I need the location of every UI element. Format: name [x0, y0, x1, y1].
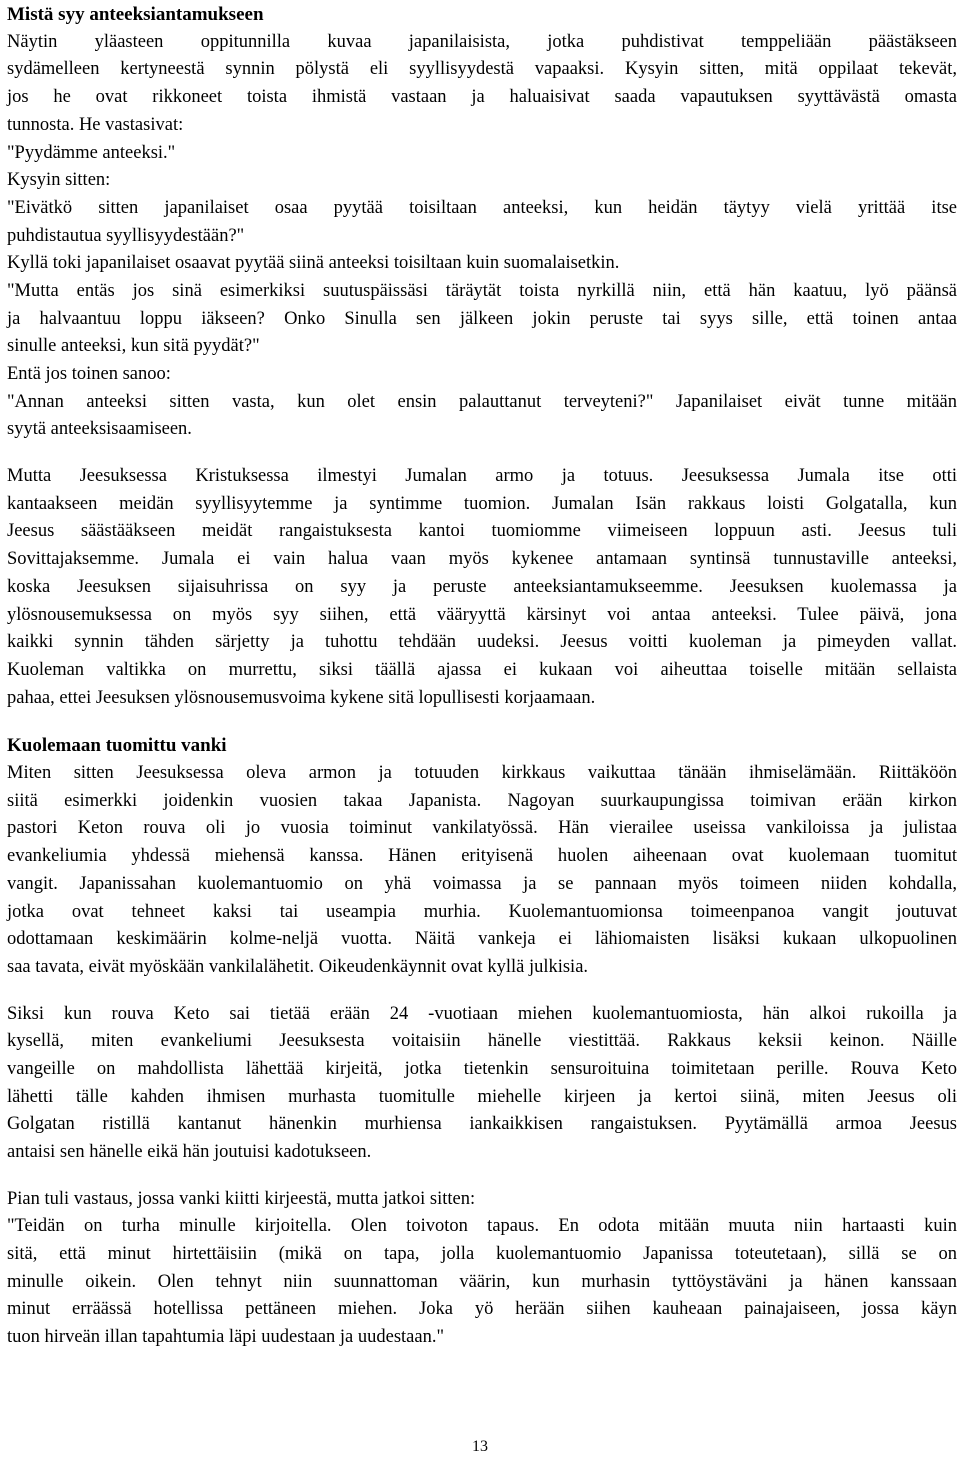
text-line: Golgatan ristillä kantanut hänenkin murhiensa iankaikkisen rangaistuksen. Pyytämällä armoa Jeesus [7, 1114, 957, 1135]
document-page [7, 0, 957, 1352]
text-line: ylösnousemuksessa on myös syy siihen, että vääryyttä kärsinyt voi antaa anteeksi. Tulee päivä, jona [7, 604, 957, 625]
text-line: minulle oikein. Olen tehnyt niin suunnattoman väärin, kun murhasin tyttöystäväni ja hänen kanssaan [7, 1271, 957, 1292]
text-line: koska Jeesuksen sijaisuhrissa on syy ja peruste anteeksiantamukseemme. Jeesuksen kuolemassa ja [7, 576, 957, 597]
text-line: "Teidän on turha minulle kirjoitella. Olen toivoton tapaus. En odota mitään muuta niin hartaasti kuin [7, 1216, 957, 1237]
text-line: Kyllä toki japanilaiset osaavat pyytää siinä anteeksi toisiltaan kuin suomalaisetkin. [7, 253, 620, 274]
text-line: odottamaan keskimäärin kolme-neljä vuotta. Näitä vankeja ei lähiomaisten lisäksi kukaan ulkopuolinen [7, 929, 957, 950]
text-line: Siksi kun rouva Keto sai tietää erään 24 -vuotiaan miehen kuolemantuomiosta, hän alkoi rukoilla ja [7, 1003, 957, 1024]
text-line: puhdistautua syyllisyydestään?" [7, 225, 245, 246]
text-line: pastori Keton rouva oli jo vuosia toiminut vankilatyössä. Hän vierailee useissa vankiloissa ja julistaa [7, 818, 957, 839]
text-line: kysellä, miten evankeliumi Jeesuksesta voitaisiin hänelle viestittää. Rakkaus keksii keinon. Näille [7, 1031, 957, 1052]
text-line: lähetti tälle kahden ihmisen murhasta tuomitulle miehelle kirjeen ja kertoi siinä, miten Jeesus oli [7, 1086, 957, 1107]
text-line: Näytin yläasteen oppitunnilla kuvaa japanilaisista, jotka puhdistivat temppeliään päästäkseen [7, 31, 957, 52]
text-line: Mutta Jeesuksessa Kristuksessa ilmestyi Jumalan armo ja totuus. Jeesuksessa Jumala itse otti [7, 466, 957, 487]
paragraph [7, 463, 957, 712]
text-line: antaisi sen hänelle eikä hän joutuisi kadotukseen. [7, 1142, 372, 1163]
text-line: Kysyin sitten: [7, 170, 111, 191]
paragraph [7, 29, 957, 444]
text-line: Miten sitten Jeesuksessa oleva armon ja totuuden kirkkaus vaikuttaa tänään ihmiselämään. Riittäköön [7, 763, 957, 784]
text-line: sinulle anteeksi, kun sitä pyydät?" [7, 336, 260, 357]
text-line: Entä jos toinen sanoo: [7, 364, 171, 385]
text-line: ja halvaantuu loppu iäkseen? Onko Sinulla sen jälkeen jokin peruste tai syys sille, että toinen antaa [7, 308, 957, 329]
text-line: Pian tuli vastaus, jossa vanki kiitti kirjeestä, mutta jatkoi sitten: [7, 1188, 476, 1209]
text-line: "Annan anteeksi sitten vasta, kun olet ensin palauttanut terveyteni?" Japanilaiset eivät tunne mitään [7, 391, 957, 412]
text-line: jos he ovat rikkoneet toista ihmistä vastaan ja haluaisivat saada vapautuksen syyttävästä omasta [7, 87, 957, 108]
paragraph [7, 760, 957, 982]
section-heading: Kuolemaan tuomittu vanki [7, 735, 227, 757]
text-line: Jeesus säästääkseen meidät rangaistuksesta kantoi tuomiomme viimeiseen loppuun asti. Jeesus tuli [7, 521, 957, 542]
text-line: siitä esimerkki joidenkin vuosien takaa Japanista. Nagoyan suurkaupungissa toimivan erään kirkon [7, 790, 957, 811]
paragraph [7, 1186, 957, 1352]
text-line: "Mutta entäs jos sinä esimerkiksi suutuspäissäsi täräytät toista nyrkillä niin, että hän kaatuu, lyö päänsä [7, 280, 957, 301]
text-line: jotka ovat tehneet kaksi tai useampia murhia. Kuolemantuomionsa toimeenpanoa vangit joutuvat [7, 901, 957, 922]
text-line: "Pyydämme anteeksi." [7, 142, 176, 163]
page-number: 13 [472, 1438, 488, 1455]
text-line: vangit. Japanissahan kuolemantuomio on yhä voimassa ja se pannaan myös toimeen niiden kohdalla, [7, 873, 957, 894]
text-line: Sovittajaksemme. Jumala ei vain halua vaan myös kykenee antamaan syntinsä tunnustaville anteeksi, [7, 549, 957, 570]
text-line: tunnosta. He vastasivat: [7, 114, 184, 135]
text-line: sydämelleen kertyneestä synnin pölystä eli syyllisyydestä vapaaksi. Kysyin sitten, mitä oppilaat tekevät, [7, 59, 957, 80]
section-heading: Mistä syy anteeksiantamukseen [7, 4, 264, 25]
text-line: "Eivätkö sitten japanilaiset osaa pyytää toisiltaan anteeksi, kun heidän täytyy vielä yrittää itse [7, 197, 957, 218]
text-line: sitä, että minut hirtettäisiin (mikä on tapa, jolla kuolemantuomio Japanissa toteutetaan), sillä se on [7, 1244, 957, 1265]
text-line: vangeille on mahdollista lähettää kirjeitä, jotka tietenkin sensuroituina toimitetaan perille. Rouva Keto [7, 1058, 957, 1079]
text-line: syytä anteeksisaamiseen. [7, 419, 192, 440]
text-line: tuon hirveän illan tapahtumia läpi uudestaan ja uudestaan." [7, 1327, 445, 1348]
paragraph [7, 1001, 957, 1167]
text-line: saa tavata, eivät myöskään vankilalähetit. Oikeudenkäynnit ovat kyllä julkisia. [7, 956, 589, 977]
text-line: kaikki synnin tähden särjetty ja tuhottu tehdään uudeksi. Jeesus voitti kuoleman ja pimeyden vallat. [7, 632, 957, 653]
text-line: pahaa, ettei Jeesuksen ylösnousemusvoima kykene sitä lopullisesti korjaamaan. [7, 687, 596, 708]
text-line: kantaakseen meidän syyllisyytemme ja syntimme tuomion. Jumalan Isän rakkaus loisti Golgatalla, kun [7, 493, 957, 514]
text-line: Kuoleman valtikka on murrettu, siksi täällä ajassa ei kukaan voi aiheuttaa toiselle mitään sellaista [7, 659, 957, 680]
text-line: evankeliumia yhdessä miehensä kanssa. Hänen erityisenä huolen aiheenaan ovat kuolemaan tuomitut [7, 846, 957, 867]
text-line: minut erräässä hotellissa pettäneen miehen. Joka yö herään siihen kauheaan painajaiseen, jossa käyn [7, 1299, 957, 1320]
